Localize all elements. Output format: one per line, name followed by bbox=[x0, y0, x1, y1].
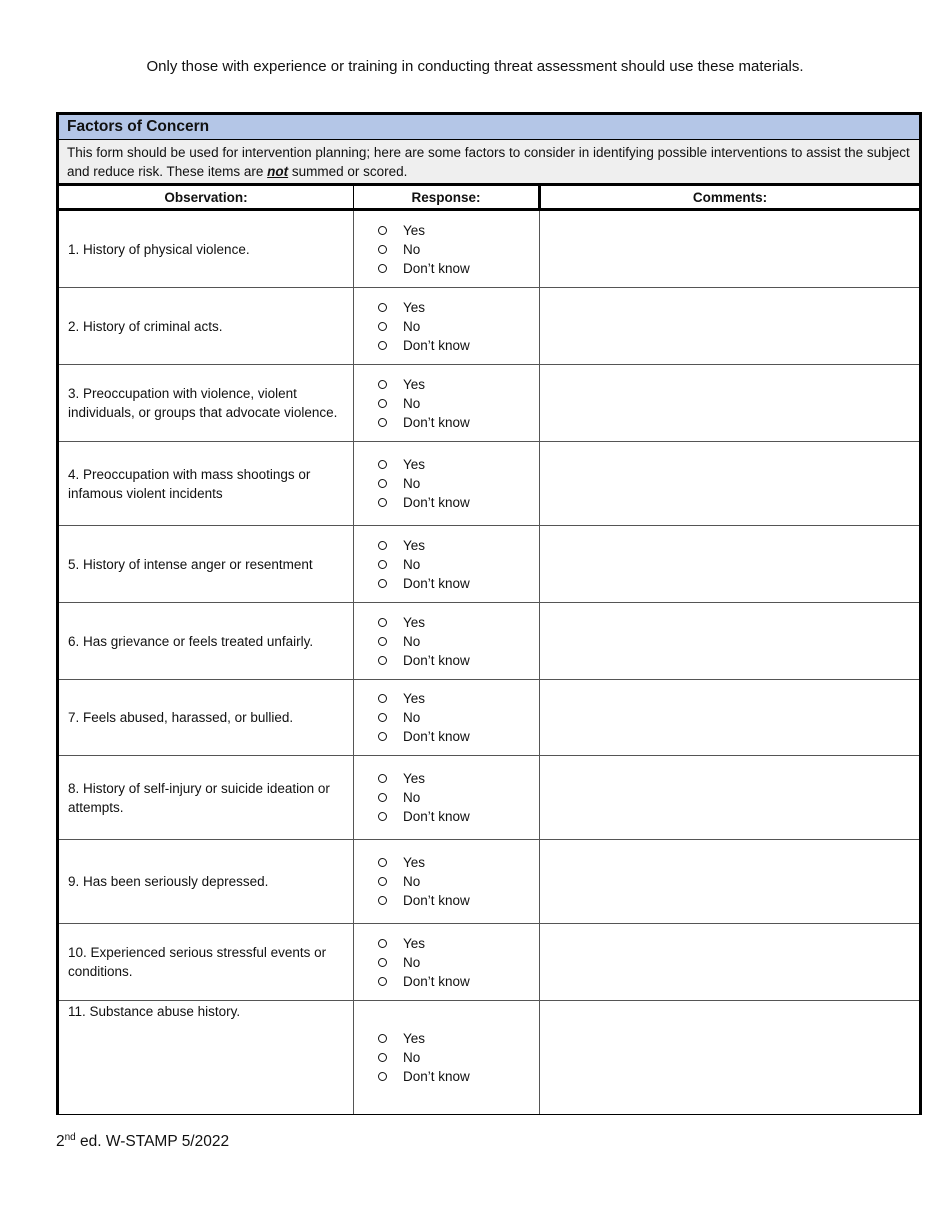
option-dont-know[interactable] bbox=[378, 413, 539, 432]
radio-button-icon[interactable] bbox=[378, 1034, 387, 1043]
option-no[interactable] bbox=[378, 1048, 539, 1067]
option-yes[interactable] bbox=[378, 853, 539, 872]
radio-button-icon[interactable] bbox=[378, 541, 387, 550]
column-header-comments: Comments: bbox=[540, 185, 921, 210]
option-dont-know[interactable] bbox=[378, 891, 539, 910]
observation-item: 7. Feels abused, harassed, or bullied. bbox=[58, 680, 354, 756]
factors-of-concern-form bbox=[56, 112, 922, 1115]
radio-button-icon[interactable] bbox=[378, 479, 387, 488]
option-label: Yes bbox=[403, 855, 426, 870]
option-dont-know[interactable] bbox=[378, 972, 539, 991]
observation-item: 4. Preoccupation with mass shootings or infamous violent incidents bbox=[58, 442, 354, 526]
option-label: Yes bbox=[403, 457, 426, 472]
intro-text-2: summed or scored. bbox=[288, 164, 408, 179]
option-dont-know[interactable] bbox=[378, 651, 539, 670]
option-label: Don’t know bbox=[403, 260, 470, 276]
option-label: Don’t know bbox=[403, 809, 470, 824]
observation-item: 6. Has grievance or feels treated unfairly. bbox=[58, 603, 354, 680]
option-label: Don’t know bbox=[403, 652, 470, 668]
table-row bbox=[58, 603, 921, 680]
radio-button-icon[interactable] bbox=[378, 418, 387, 427]
option-dont-know[interactable] bbox=[378, 574, 539, 593]
radio-button-icon[interactable] bbox=[378, 1072, 387, 1081]
option-label: No bbox=[403, 874, 421, 889]
comments-field[interactable] bbox=[540, 840, 921, 924]
option-label: Yes bbox=[403, 299, 426, 315]
observation-item: 3. Preoccupation with violence, violent individuals, or groups that advocate violence. bbox=[58, 365, 354, 442]
radio-button-icon[interactable] bbox=[378, 579, 387, 588]
column-header-response: Response: bbox=[354, 185, 540, 210]
option-yes[interactable] bbox=[378, 375, 539, 394]
option-no[interactable] bbox=[378, 240, 539, 259]
radio-button-icon[interactable] bbox=[378, 245, 387, 254]
response-options bbox=[354, 680, 540, 756]
radio-button-icon[interactable] bbox=[378, 694, 387, 703]
response-options bbox=[354, 442, 540, 526]
option-no[interactable] bbox=[378, 953, 539, 972]
radio-button-icon[interactable] bbox=[378, 380, 387, 389]
table-row bbox=[58, 840, 921, 924]
option-yes[interactable] bbox=[378, 536, 539, 555]
option-label: Yes bbox=[403, 935, 426, 951]
option-no[interactable] bbox=[378, 708, 539, 727]
option-yes[interactable] bbox=[378, 934, 539, 953]
response-options bbox=[354, 365, 540, 442]
option-label: Don’t know bbox=[403, 575, 470, 591]
option-yes[interactable] bbox=[378, 1029, 539, 1048]
option-yes[interactable] bbox=[378, 298, 539, 317]
comments-field[interactable] bbox=[540, 924, 921, 1001]
response-options bbox=[354, 526, 540, 603]
comments-field[interactable] bbox=[540, 756, 921, 840]
response-options bbox=[354, 603, 540, 680]
radio-button-icon[interactable] bbox=[378, 341, 387, 350]
option-label: Don’t know bbox=[403, 337, 470, 353]
option-label: No bbox=[403, 556, 421, 572]
radio-button-icon[interactable] bbox=[378, 939, 387, 948]
option-label: No bbox=[403, 318, 421, 334]
option-label: No bbox=[403, 633, 421, 649]
option-dont-know[interactable] bbox=[378, 1067, 539, 1086]
option-label: Yes bbox=[403, 1031, 426, 1046]
comments-field[interactable] bbox=[540, 442, 921, 526]
option-dont-know[interactable] bbox=[378, 807, 539, 826]
option-no[interactable] bbox=[378, 317, 539, 336]
table-row bbox=[58, 210, 921, 288]
radio-button-icon[interactable] bbox=[378, 303, 387, 312]
radio-button-icon[interactable] bbox=[378, 1053, 387, 1062]
response-options bbox=[354, 288, 540, 365]
option-label: Yes bbox=[403, 222, 426, 238]
observation-item: 9. Has been seriously depressed. bbox=[58, 840, 354, 924]
option-label: No bbox=[403, 476, 421, 491]
radio-button-icon[interactable] bbox=[378, 713, 387, 722]
option-label: Yes bbox=[403, 691, 426, 706]
table-row bbox=[58, 365, 921, 442]
radio-button-icon[interactable] bbox=[378, 399, 387, 408]
intro-text-1: This form should be used for intervention planning; here are some factors to consider in identifying possible interventions to assist the subject and reduce risk. These items are bbox=[67, 145, 910, 179]
radio-button-icon[interactable] bbox=[378, 460, 387, 469]
option-dont-know[interactable] bbox=[378, 727, 539, 746]
option-label: No bbox=[403, 954, 421, 970]
response-options bbox=[354, 1001, 540, 1115]
observation-item: 2. History of criminal acts. bbox=[58, 288, 354, 365]
radio-button-icon[interactable] bbox=[378, 656, 387, 665]
radio-button-icon[interactable] bbox=[378, 322, 387, 331]
option-label: Don’t know bbox=[403, 973, 470, 989]
response-options bbox=[354, 210, 540, 288]
option-dont-know[interactable] bbox=[378, 493, 539, 512]
response-options bbox=[354, 924, 540, 1001]
radio-button-icon[interactable] bbox=[378, 877, 387, 886]
option-label: No bbox=[403, 241, 421, 257]
option-no[interactable] bbox=[378, 872, 539, 891]
option-label: Yes bbox=[403, 376, 426, 392]
observation-item: 10. Experienced serious stressful events or conditions. bbox=[58, 924, 354, 1001]
edition-number: 2 bbox=[56, 1133, 65, 1151]
radio-button-icon[interactable] bbox=[378, 226, 387, 235]
option-no[interactable] bbox=[378, 632, 539, 651]
observation-item: 8. History of self-injury or suicide ideation or attempts. bbox=[58, 756, 354, 840]
radio-button-icon[interactable] bbox=[378, 264, 387, 273]
edition-suffix: nd bbox=[64, 1132, 76, 1143]
usage-notice: Only those with experience or training in conducting threat assessment should use these materials. bbox=[146, 58, 804, 75]
option-no[interactable] bbox=[378, 555, 539, 574]
radio-button-icon[interactable] bbox=[378, 498, 387, 507]
radio-button-icon[interactable] bbox=[378, 637, 387, 646]
option-no[interactable] bbox=[378, 474, 539, 493]
table-row bbox=[58, 442, 921, 526]
option-no[interactable] bbox=[378, 394, 539, 413]
response-options bbox=[354, 756, 540, 840]
option-label: No bbox=[403, 710, 421, 725]
form-title: Factors of Concern bbox=[58, 114, 921, 140]
table-row bbox=[58, 924, 921, 1001]
option-dont-know[interactable] bbox=[378, 336, 539, 355]
comments-field[interactable] bbox=[540, 680, 921, 756]
option-label: No bbox=[403, 1050, 421, 1065]
edition-footer bbox=[56, 1132, 229, 1151]
radio-button-icon[interactable] bbox=[378, 793, 387, 802]
option-yes[interactable] bbox=[378, 455, 539, 474]
table-row bbox=[58, 756, 921, 840]
response-options bbox=[354, 840, 540, 924]
observation-item: 1. History of physical violence. bbox=[58, 210, 354, 288]
option-label: Don’t know bbox=[403, 893, 470, 908]
option-yes[interactable] bbox=[378, 769, 539, 788]
edition-text: ed. W-STAMP 5/2022 bbox=[75, 1133, 230, 1151]
option-no[interactable] bbox=[378, 788, 539, 807]
table-row bbox=[58, 526, 921, 603]
radio-button-icon[interactable] bbox=[378, 812, 387, 821]
comments-field[interactable] bbox=[540, 1001, 921, 1115]
radio-button-icon[interactable] bbox=[378, 896, 387, 905]
comments-field[interactable] bbox=[540, 603, 921, 680]
form-intro bbox=[58, 140, 921, 185]
radio-button-icon[interactable] bbox=[378, 618, 387, 627]
intro-emphasis: not bbox=[267, 164, 289, 179]
option-label: Don’t know bbox=[403, 1069, 470, 1084]
radio-button-icon[interactable] bbox=[378, 977, 387, 986]
table-row bbox=[58, 680, 921, 756]
option-yes[interactable] bbox=[378, 689, 539, 708]
option-dont-know[interactable] bbox=[378, 259, 539, 278]
option-yes[interactable] bbox=[378, 613, 539, 632]
comments-field[interactable] bbox=[540, 365, 921, 442]
option-label: Don’t know bbox=[403, 414, 470, 430]
column-header-observation: Observation: bbox=[58, 185, 354, 210]
option-label: No bbox=[403, 395, 421, 411]
observation-item: 11. Substance abuse history. bbox=[58, 1001, 354, 1115]
radio-button-icon[interactable] bbox=[378, 774, 387, 783]
radio-button-icon[interactable] bbox=[378, 858, 387, 867]
table-row bbox=[58, 1001, 921, 1115]
option-label: Don’t know bbox=[403, 729, 470, 744]
comments-field[interactable] bbox=[540, 210, 921, 288]
option-label: Yes bbox=[403, 537, 426, 553]
option-label: Don’t know bbox=[403, 495, 470, 510]
comments-field[interactable] bbox=[540, 526, 921, 603]
option-label: Yes bbox=[403, 771, 426, 786]
option-yes[interactable] bbox=[378, 221, 539, 240]
comments-field[interactable] bbox=[540, 288, 921, 365]
observation-item: 5. History of intense anger or resentment bbox=[58, 526, 354, 603]
table-row bbox=[58, 288, 921, 365]
option-label: Yes bbox=[403, 614, 426, 630]
radio-button-icon[interactable] bbox=[378, 958, 387, 967]
radio-button-icon[interactable] bbox=[378, 560, 387, 569]
radio-button-icon[interactable] bbox=[378, 732, 387, 741]
option-label: No bbox=[403, 790, 421, 805]
